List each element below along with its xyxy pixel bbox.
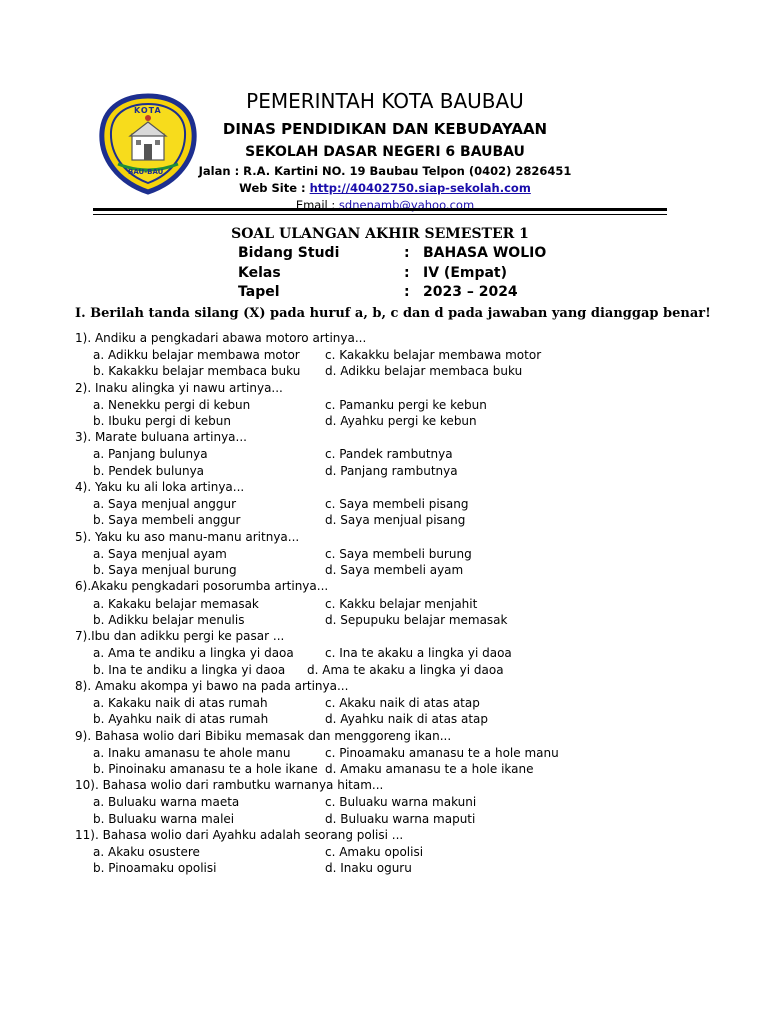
option-b: b. Ayahku naik di atas rumah (93, 712, 269, 727)
meta-value: BAHASA WOLIO (423, 245, 547, 261)
meta-colon: : (404, 245, 410, 261)
logo-text-bottom: BAU-BAU (128, 168, 164, 176)
website-label: Web Site : (239, 181, 310, 195)
option-b: b. Pinoinaku amanasu te a hole ikane (93, 761, 318, 776)
option-c: c. Pinoamaku amanasu te a hole manu (325, 745, 559, 760)
question-text: 6).Akaku pengkadari posorumba artinya... (75, 579, 329, 594)
question-text: 1). Andiku a pengkadari abawa motoro artinya... (75, 331, 367, 345)
option-c: c. Saya membeli pisang (325, 497, 469, 512)
meta-value: IV (Empat) (423, 264, 508, 281)
question-text: 8). Amaku akompa yi bawo na pada artinya... (75, 678, 349, 693)
question-9 (75, 728, 715, 778)
question-7 (75, 628, 715, 678)
option-c: c. Saya membeli burung (325, 546, 472, 561)
school-address: Jalan : R.A. Kartini NO. 19 Baubau Telpon (0402) 2826451 (198, 164, 572, 178)
question-5 (75, 529, 715, 579)
option-b: b. Saya membeli anggur (93, 513, 241, 528)
question-text: 7).Ibu dan adikku pergi ke pasar ... (75, 629, 285, 644)
option-b: b. Pinoamaku opolisi (93, 861, 217, 876)
meta-label: Kelas (238, 264, 281, 281)
option-b: b. Adikku belajar menulis (93, 612, 245, 627)
option-d: d. Ama te akaku a lingka yi daoa (307, 662, 504, 677)
website-line (200, 180, 570, 197)
question-11 (75, 827, 715, 877)
website-link[interactable]: http://40402750.siap-sekolah.com (309, 181, 531, 195)
meta-colon: : (404, 264, 410, 281)
option-c: c. Akaku naik di atas atap (325, 695, 480, 710)
option-a: a. Kakaku naik di atas rumah (93, 695, 268, 710)
option-d: d. Sepupuku belajar memasak (325, 612, 508, 627)
question-text: 11). Bahasa wolio dari Ayahku adalah seorang polisi ... (75, 827, 404, 842)
meta-label: Tapel (238, 284, 280, 300)
option-a: a. Inaku amanasu te ahole manu (93, 745, 291, 760)
question-1 (75, 330, 715, 380)
email-line (200, 197, 570, 214)
school-logo (96, 92, 200, 196)
option-d: d. Saya menjual pisang (325, 513, 466, 528)
option-b: b. Buluaku warna malei (93, 811, 235, 826)
option-a: a. Akaku osustere (93, 844, 200, 859)
instruction: I. Berilah tanda silang (X) pada huruf a, b, c dan d pada jawaban yang dianggap benar! (75, 306, 711, 321)
email-label: Email : (295, 198, 339, 212)
option-a: a. Adikku belajar membawa motor (93, 348, 300, 363)
option-b: b. Saya menjual burung (93, 563, 237, 578)
exam-title: SOAL ULANGAN AKHIR SEMESTER 1 (231, 226, 529, 242)
option-a: a. Panjang bulunya (93, 447, 208, 462)
option-d: d. Panjang rambutnya (325, 463, 458, 478)
school-name: SEKOLAH DASAR NEGERI 6 BAUBAU (245, 144, 525, 160)
option-c: c. Kakakku belajar membawa motor (325, 348, 542, 363)
meta-row-year (238, 284, 638, 304)
meta-value: 2023 – 2024 (423, 284, 518, 300)
question-4 (75, 479, 715, 529)
meta-colon: : (404, 284, 410, 300)
option-d: d. Inaku oguru (325, 861, 412, 876)
option-a: a. Nenekku pergi di kebun (93, 397, 251, 412)
question-list (75, 330, 715, 877)
question-text: 4). Yaku ku ali loka artinya... (75, 480, 245, 495)
option-c: c. Kakku belajar menjahit (325, 596, 478, 611)
option-c: c. Pandek rambutnya (325, 447, 453, 462)
logo-text-top: KOTA (134, 106, 162, 115)
question-3 (75, 429, 715, 479)
question-text: 9). Bahasa wolio dari Bibiku memasak dan menggoreng ikan... (75, 728, 452, 743)
option-a: a. Saya menjual anggur (93, 497, 237, 512)
option-a: a. Ama te andiku a lingka yi daoa (93, 646, 294, 661)
option-c: c. Ina te akaku a lingka yi daoa (325, 646, 512, 661)
question-text: 5). Yaku ku aso manu-manu aritnya... (75, 529, 300, 544)
question-text: 10). Bahasa wolio dari rambutku warnanya hitam... (75, 778, 384, 793)
letterhead (200, 86, 570, 214)
option-d: d. Buluaku warna maputi (325, 811, 476, 826)
question-2 (75, 380, 715, 430)
question-6 (75, 578, 715, 628)
email-link[interactable]: sdnenamb@yahoo.com (338, 198, 475, 212)
government-name: PEMERINTAH KOTA BAUBAU (246, 89, 524, 113)
option-a: a. Kakaku belajar memasak (93, 596, 259, 611)
option-d: d. Ayahku naik di atas atap (325, 712, 489, 727)
header-divider-thin (93, 214, 667, 215)
question-text: 3). Marate buluana artinya... (75, 430, 247, 445)
option-b: b. Ina te andiku a lingka yi daoa (93, 662, 286, 677)
question-text: 2). Inaku alingka yi nawu artinya... (75, 380, 283, 395)
option-b: b. Ibuku pergi di kebun (93, 414, 231, 429)
option-c: c. Buluaku warna makuni (325, 795, 477, 810)
option-d: d. Saya membeli ayam (325, 563, 464, 578)
option-d: d. Ayahku pergi ke kebun (325, 414, 477, 429)
option-d: d. Amaku amanasu te a hole ikane (325, 761, 534, 776)
option-a: a. Buluaku warna maeta (93, 795, 240, 810)
option-d: d. Adikku belajar membaca buku (325, 364, 523, 379)
meta-row-subject (238, 245, 638, 265)
option-a: a. Saya menjual ayam (93, 546, 227, 561)
meta-label: Bidang Studi (238, 245, 340, 261)
department-name: DINAS PENDIDIKAN DAN KEBUDAYAAN (222, 120, 548, 138)
meta-row-class (238, 265, 638, 285)
exam-meta (238, 245, 638, 304)
option-b: b. Kakakku belajar membaca buku (93, 364, 301, 379)
option-c: c. Pamanku pergi ke kebun (325, 397, 487, 412)
option-b: b. Pendek bulunya (93, 463, 205, 478)
option-c: c. Amaku opolisi (325, 844, 424, 859)
question-8 (75, 678, 715, 728)
header-divider-thick (93, 208, 667, 211)
question-10 (75, 777, 715, 827)
